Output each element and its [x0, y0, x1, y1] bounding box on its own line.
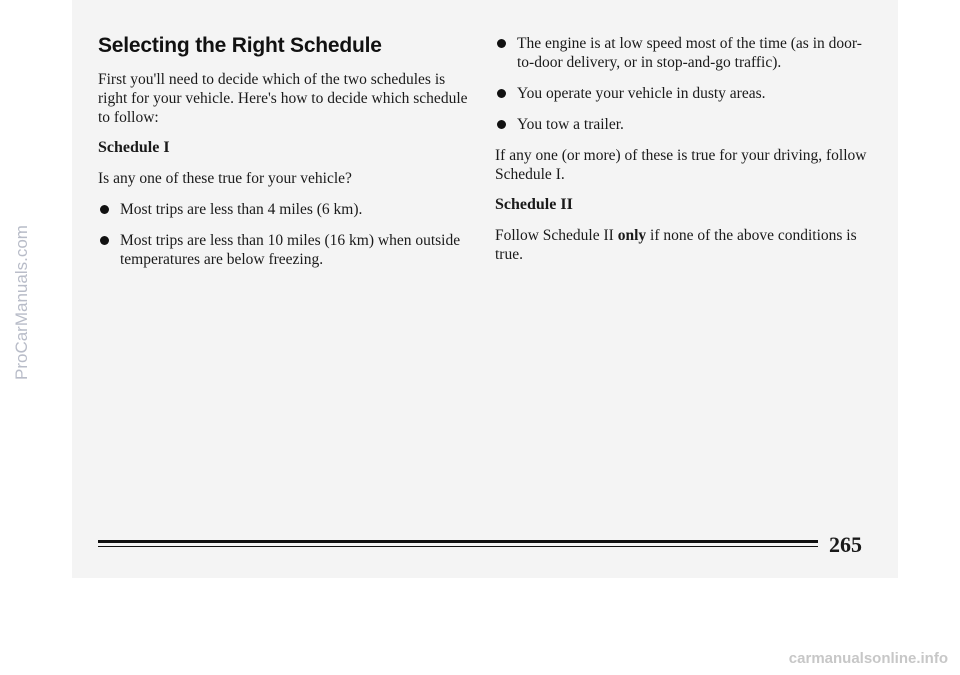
schedule-1-conclusion: If any one (or more) of these is true for your driving, follow Schedule I.: [495, 147, 867, 183]
schedule-2-text-post: if none of the above conditions is true.: [495, 227, 857, 263]
left-column: [98, 34, 468, 281]
schedule-2-emphasis: only: [617, 227, 647, 244]
footer-rule-thin: [98, 546, 818, 547]
schedule-1-list-right: [495, 34, 875, 134]
page-title: Selecting the Right Schedule: [98, 34, 382, 57]
list-item: You tow a trailer.: [495, 115, 875, 134]
side-watermark: ProCarManuals.com: [12, 225, 31, 380]
list-item: Most trips are less than 10 miles (16 km) when outside temperatures are below freezing.: [98, 231, 468, 269]
footer-rule-thick: [98, 540, 818, 543]
intro-paragraph: First you'll need to decide which of the two schedules is right for your vehicle. Here's how to decide which schedule to follow:: [98, 71, 468, 126]
schedule-2-paragraph: [495, 226, 875, 264]
schedule-1-question: Is any one of these true for your vehicle?: [98, 170, 352, 187]
schedule-1-list-left: [98, 200, 468, 269]
schedule-2-text-pre: Follow Schedule II: [495, 227, 618, 244]
footer-watermark: carmanualsonline.info: [788, 650, 948, 667]
list-item: You operate your vehicle in dusty areas.: [495, 84, 875, 103]
page-number: 265: [829, 532, 862, 557]
list-item: Most trips are less than 4 miles (6 km).: [98, 200, 468, 219]
right-column: [495, 34, 875, 276]
schedule-2-heading: Schedule II: [495, 196, 573, 213]
list-item: The engine is at low speed most of the time (as in door-to-door delivery, or in stop-and-go traffic).: [495, 34, 875, 72]
schedule-1-heading: Schedule I: [98, 139, 170, 156]
